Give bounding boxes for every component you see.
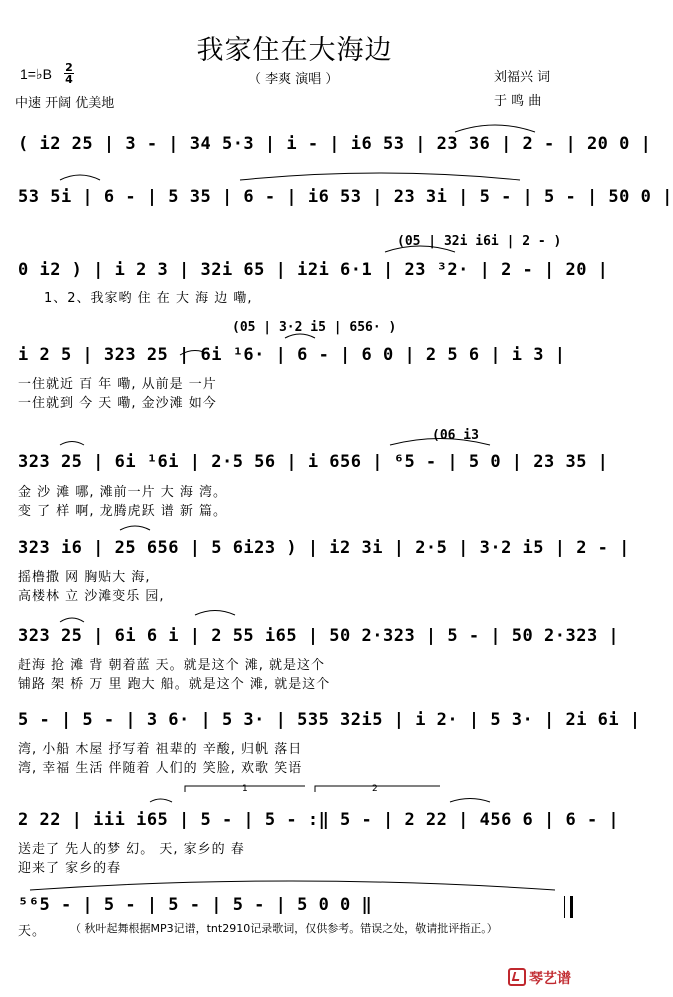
meter-bottom: 4 <box>65 73 73 86</box>
tempo-marking: 中速 开阔 优美地 <box>15 96 115 111</box>
slur <box>390 439 490 446</box>
lyric-line-9a: 送走了 先人的梦 幻。 天, 家乡的 春 <box>18 842 245 857</box>
slur <box>240 173 520 180</box>
slur <box>385 246 455 252</box>
slur <box>60 442 84 446</box>
lyric-line-6a: 摇橹撒 网 胸贴大 海, <box>18 570 151 585</box>
key-signature: 1=♭B <box>20 66 52 82</box>
score-annotation-2: (05 | 3·2 i5 | 656· ) <box>232 320 397 335</box>
lyric-line-5b: 变 了 样 啊, 龙腾虎跃 谱 新 篇。 <box>18 504 228 519</box>
slur <box>60 618 84 622</box>
lyric-line-9b: 迎来了 家乡的春 <box>18 861 122 876</box>
lyric-line-8a: 湾, 小船 木屋 抒写着 祖辈的 辛酸, 归帆 落日 <box>18 742 303 757</box>
slur <box>150 799 172 802</box>
final-barline-thick <box>570 896 573 918</box>
slur <box>60 175 100 180</box>
lyric-line-4a: 一住就近 百 年 嘞, 从前是 一片 <box>18 377 217 392</box>
slur <box>180 351 210 356</box>
score-line-2: 53 5i | 6 - | 5 35 | 6 - | i6 53 | 23 3i | 5 - | 5 - | 50 0 | <box>18 187 673 207</box>
slur <box>30 881 555 890</box>
score-line-3: 0 i2 ) | i 2 3 | 32i 65 | i2i 6·1 | 23 ³2· | 2 - | 20 | <box>18 260 609 280</box>
logo-text: 琴艺谱 <box>529 971 571 987</box>
song-title: 我家住在大海边 <box>196 35 393 66</box>
lyric-line-10a: 天。 <box>18 924 47 939</box>
singer-credit: （ 李爽 演唱 ） <box>248 72 339 87</box>
lyric-line-4b: 一住就到 今 天 嘞, 金沙滩 如今 <box>18 396 217 411</box>
score-line-7: 323 25 | 6i 6 i | 2 55 i65 | 50 2·323 | 5 - | 50 2·323 | <box>18 626 620 646</box>
lyric-line-6b: 高楼林 立 沙滩变乐 园, <box>18 589 165 604</box>
lyric-line-3a: 1、2、我家哟 住 在 大 海 边 嘞, <box>44 291 253 306</box>
volta-2-bracket <box>315 786 440 792</box>
score-annotation-3: (06 i3 <box>432 428 479 443</box>
final-barline-thin <box>564 896 565 918</box>
volta-1-label: 1 <box>242 784 248 794</box>
lyric-line-8b: 湾, 幸福 生活 伴随着 人们的 笑脸, 欢歌 笑语 <box>18 761 303 776</box>
slur <box>455 125 535 132</box>
score-annotation-1: (05 | 32i i6i | 2 - ) <box>397 234 562 249</box>
lyricist-credit: 刘福兴 词 <box>494 70 551 85</box>
score-line-10: ⁵⁶5 - | 5 - | 5 - | 5 - | 5 0 0 ‖ <box>18 895 373 915</box>
score-line-5: 323 25 | 6i ¹6i | 2·5 56 | i 656 | ⁶5 - | 5 0 | 23 35 | <box>18 452 609 472</box>
meter-top: 2 <box>65 61 73 74</box>
score-line-6: 323 i6 | 25 656 | 5 6i23 ) | i2 3i | 2·5 | 3·2 i5 | 2 - | <box>18 538 630 558</box>
score-line-9: 2 22 | iii i65 | 5 - | 5 - :‖ 5 - | 2 22 | 456 6 | 6 - | <box>18 810 620 830</box>
slur <box>195 611 235 616</box>
composer-credit: 于 鸣 曲 <box>494 94 542 109</box>
transcription-note: （ 秋叶起舞根据MP3记谱，tnt2910记录歌词，仅供参考。错误之处，敬请批评指正。） <box>70 922 498 935</box>
score-line-1: ( i2 25 | 3 - | 34 5·3 | i - | i6 53 | 23 36 | 2 - | 20 0 | <box>18 134 652 154</box>
lyric-line-7b: 铺路 架 桥 万 里 跑大 船。就是这个 滩, 就是这个 <box>18 677 331 692</box>
volta-2-label: 2 <box>372 784 378 794</box>
slur <box>285 334 315 338</box>
score-line-4: i 2 5 | 323 25 | 6i ¹6· | 6 - | 6 0 | 2 5 6 | i 3 | <box>18 345 566 365</box>
volta-1-bracket <box>185 786 305 792</box>
lyric-line-7a: 赶海 抢 滩 背 朝着蓝 天。就是这个 滩, 就是这个 <box>18 658 326 673</box>
slur <box>120 526 150 530</box>
slur <box>450 799 490 803</box>
score-line-8: 5 - | 5 - | 3 6· | 5 3· | 535 32i5 | i 2· | 5 3· | 2i 6i | <box>18 710 641 730</box>
lyric-line-5a: 金 沙 滩 哪, 滩前一片 大 海 湾。 <box>18 485 228 500</box>
